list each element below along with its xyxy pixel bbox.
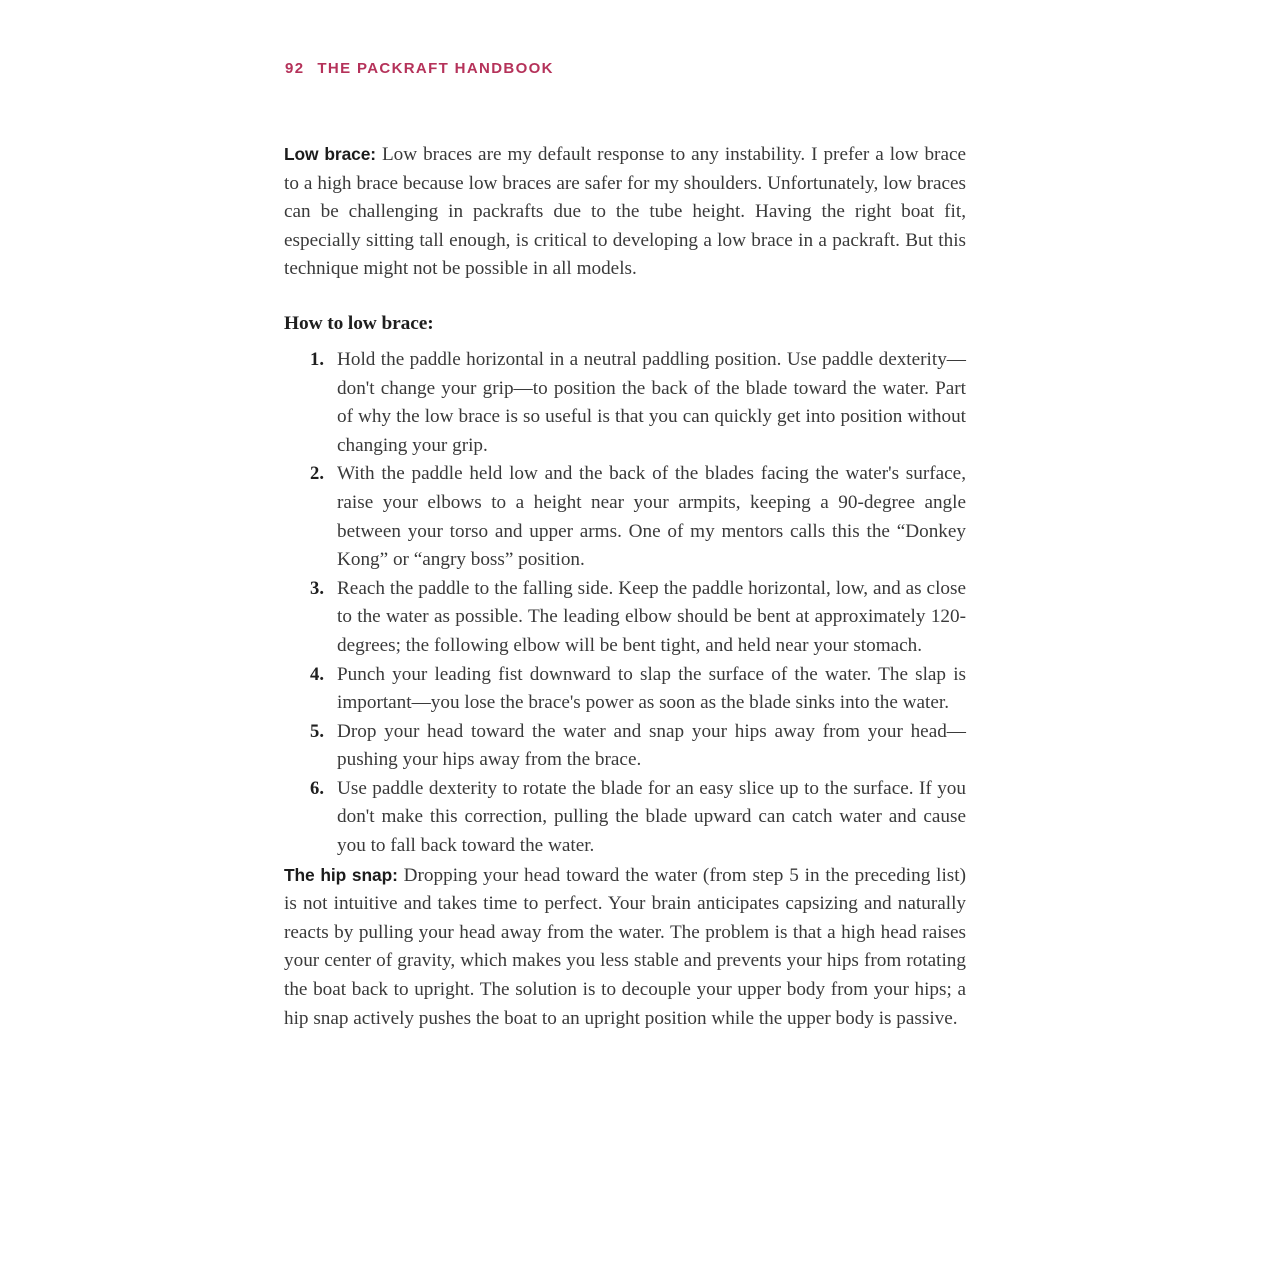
list-item-number: 2. — [310, 463, 324, 485]
list-item — [284, 661, 966, 718]
body-column — [284, 140, 966, 1033]
running-head-title: THE PACKRAFT HANDBOOK — [317, 60, 554, 77]
paragraph-low-brace — [284, 140, 966, 284]
paragraph-hip-snap — [284, 861, 966, 1034]
list-item-text: Use paddle dexterity to rotate the blade for an easy slice up to the surface. If you don't make this correction, pulling the blade upward can catch water and cause you to fall back toward the water. — [337, 777, 966, 857]
page-number: 92 — [285, 60, 305, 77]
running-head — [285, 60, 554, 77]
list-item-text: Hold the paddle horizontal in a neutral paddling position. Use paddle dexterity—don't change your grip—to position the back of the blade toward the water. Part of why the low brace is so useful is that you can quickly get into position without changing your grip. — [337, 348, 966, 456]
list-item — [284, 575, 966, 661]
list-item — [284, 718, 966, 775]
list-item-text: Drop your head toward the water and snap your hips away from your head—pushing your hips away from the brace. — [337, 720, 966, 771]
list-item-number: 6. — [310, 777, 324, 799]
list-item-number: 3. — [310, 577, 324, 599]
list-item-text: With the paddle held low and the back of the blades facing the water's surface, raise your elbows to a height near your armpits, keeping a 90-degree angle between your torso and upper arms. One of my mentors calls this the “Donkey Kong” or “angry boss” position. — [337, 463, 966, 571]
steps-list — [284, 346, 966, 861]
list-item-number: 1. — [310, 348, 324, 370]
list-item-number: 5. — [310, 720, 324, 742]
lead-in-hip-snap: The hip snap: — [284, 864, 398, 885]
paragraph-hip-snap-text: Dropping your head toward the water (from step 5 in the preceding list) is not intuitive and takes time to perfect. Your brain anticipates capsizing and naturally reacts by pulling your head away from the water. The problem is that a high head raises your center of gravity, which makes you less stable and prevents your hips from rotating the boat back to upright. The solution is to decouple your upper body from your hips; a hip snap actively pushes the boat to an upright position while the upper body is passive. — [284, 864, 966, 1029]
list-item-number: 4. — [310, 663, 324, 685]
lead-in-low-brace: Low brace: — [284, 144, 376, 164]
list-item — [284, 346, 966, 460]
list-item — [284, 460, 966, 574]
list-item-text: Reach the paddle to the falling side. Keep the paddle horizontal, low, and as close to the water as possible. The leading elbow should be bent at approximately 120-degrees; the following elbow will be bent tight, and held near your stomach. — [337, 577, 966, 656]
list-item — [284, 775, 966, 861]
list-item-text: Punch your leading fist downward to slap the surface of the water. The slap is important—you lose the brace's power as soon as the blade sinks into the water. — [337, 663, 966, 714]
paragraph-low-brace-text: Low braces are my default response to any instability. I prefer a low brace to a high brace because low braces are safer for my shoulders. Unfortunately, low braces can be challenging in packrafts due to the tube height. Having the right boat fit, especially sitting tall enough, is critical to developing a low brace in a packraft. But this technique might not be possible in all models. — [284, 144, 966, 280]
subheading-how-to-low-brace: How to low brace: — [284, 312, 434, 334]
